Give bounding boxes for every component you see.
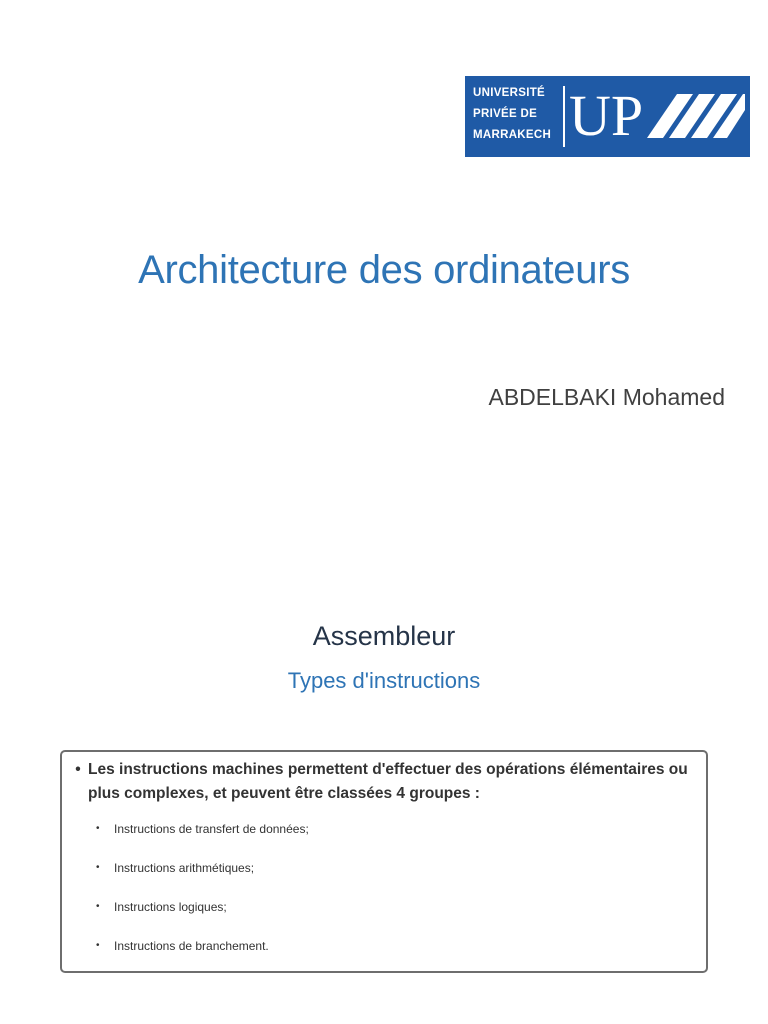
bullet-icon: • bbox=[96, 901, 100, 912]
list-item-text: Instructions de branchement. bbox=[114, 939, 269, 953]
list-item bbox=[96, 859, 309, 898]
presentation-title: Architecture des ordinateurs bbox=[138, 248, 630, 292]
list-item-text: Instructions de transfert de données; bbox=[114, 822, 309, 836]
bullet-icon: • bbox=[96, 823, 100, 834]
intro-bullet-item bbox=[68, 758, 704, 806]
author-name: ABDELBAKI Mohamed bbox=[488, 384, 725, 410]
logo-divider bbox=[563, 86, 565, 147]
instruction-types-list bbox=[96, 820, 309, 976]
list-item bbox=[96, 898, 309, 937]
bullet-icon: • bbox=[96, 940, 100, 951]
logo-line-2: PRIVÉE DE bbox=[473, 108, 538, 120]
logo-text bbox=[473, 83, 563, 146]
university-logo bbox=[465, 76, 750, 157]
list-item bbox=[96, 820, 309, 859]
bullet-icon: • bbox=[75, 761, 81, 778]
logo-line-1: UNIVERSITÉ bbox=[473, 87, 546, 99]
section-subtitle: Types d'instructions bbox=[287, 668, 481, 693]
up-logo-mark-icon bbox=[567, 80, 747, 152]
list-item bbox=[96, 937, 309, 976]
content-box bbox=[60, 750, 708, 973]
intro-text: Les instructions machines permettent d'effectuer des opérations élémentaires ou plus complexes, et peuvent être classées 4 groupes : bbox=[88, 761, 688, 802]
logo-line-3: MARRAKECH bbox=[473, 129, 552, 141]
list-item-text: Instructions arithmétiques; bbox=[114, 861, 255, 875]
logo-mark-text: UP bbox=[569, 83, 644, 148]
section-title: Assembleur bbox=[312, 621, 456, 651]
bullet-icon: • bbox=[96, 862, 100, 873]
list-item-text: Instructions logiques; bbox=[114, 900, 227, 914]
